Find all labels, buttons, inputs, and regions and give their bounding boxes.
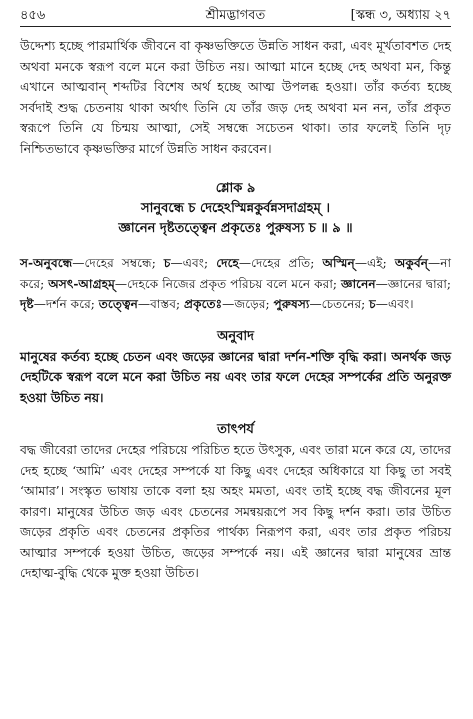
- synonym-word: তত্ত্বেন: [98, 297, 138, 311]
- verse-title: শ্লোক ৯: [215, 181, 256, 196]
- synonym-meaning: দেহের সম্বন্ধে;: [84, 256, 156, 270]
- purport-text: বদ্ধ জীবেরা তাদের দেহের পরিচয়ে পরিচিত হতে উৎসুক, এবং তারা মনে করে যে, তাদের দেহ হচ্ছে ‘আমি’ এবং দেহের সম্পর্কে যা কিছু এবং দেহের অধিকারে যা কিছু তা সবই ‘আমার’। সংস্কৃত ভাষায় তাকে বলা হয় অহং মমতা, এবং তাই হচ্ছে বদ্ধ জীবনের মূল কারণ। মানুষের উচিত জড় এবং চেতনের সমন্বয়রূপে সব কিছু দর্শন করা। তার উচিত জড়ের প্রকৃতি এবং চেতনের প্রকৃতির পার্থক্য নিরূপণ করা, এবং তার প্রকৃত পরিচয় আত্মার সম্পর্কে হওয়া উচিত, জড়ের সম্পর্কে নয়। এই জ্ঞানের দ্বারা মানুষের ভ্রান্ত দেহাত্ম-বুদ্ধি থেকে মুক্ত হওয়া উচিত।: [20, 442, 451, 580]
- synonym-word: অস্মিন্‌: [322, 256, 355, 270]
- verse-line-2: জ্ঞানেন দৃষ্টতত্ত্বেন প্রকৃতেঃ পুরুষস্য চ ॥ ৯ ॥: [118, 221, 353, 236]
- synonym-word: পুরুষস্য: [273, 297, 310, 311]
- synonym-meaning: দেহের প্রতি;: [251, 256, 315, 270]
- synonym-word: প্রকৃতেঃ: [183, 297, 223, 311]
- synonym-word: চ: [369, 297, 376, 311]
- synonym-meaning: এবং।: [387, 297, 414, 311]
- synonym-word: দেহে: [216, 256, 239, 270]
- synonym-meaning: এই;: [367, 256, 387, 270]
- synonym-meaning: না করে;: [20, 256, 451, 291]
- synonym-word: অসৎ-আগ্রহম্‌: [48, 276, 115, 291]
- synonym-meaning: এবং;: [182, 256, 209, 270]
- synonym-word: জ্ঞানেন: [340, 276, 376, 291]
- page-number: ৪৫৬: [20, 7, 46, 23]
- synonym-word: চ: [163, 256, 171, 270]
- verse-line-1: সানুবন্ধে চ দেহেঽস্মিন্নকুর্বন্নসদাগ্রহম্‌ ।: [141, 201, 330, 216]
- translation-title: অনুবাদ: [217, 328, 254, 344]
- purport-title: তাৎপর্য: [217, 422, 254, 437]
- synonym-meaning: দর্শন করে;: [45, 297, 95, 311]
- page-header: [20, 6, 451, 27]
- translation-text: মানুষের কর্তব্য হচ্ছে চেতন এবং জড়ের জ্ঞানের দ্বারা দর্শন-শক্তি বৃদ্ধি করা। অনর্থক জড় দেহটিকে স্বরূপ বলে মনে করা উচিত নয় এবং তার ফলে দেহের সম্পর্কের প্রতি অনুরক্ত হওয়া উচিত নয়।: [20, 348, 451, 405]
- synonym-meaning: চেতনের;: [321, 297, 366, 311]
- synonym-word: স-অনুবন্ধে: [20, 256, 73, 270]
- synonym-meaning: জ্ঞানের দ্বারা;: [387, 276, 452, 291]
- synonyms: স-অনুবন্ধে—দেহের সম্বন্ধে; চ—এবং; দেহে—দেহের প্রতি; অস্মিন্‌—এই; অকুর্বন্‌—না করে; অসৎ-আগ্রহম্‌—দেহকে নিজের প্রকৃত পরিচয় বলে মনে করা; জ্ঞানেন—জ্ঞানের দ্বারা; দৃষ্ট—দর্শন করে; তত্ত্বেন—বাস্তব; প্রকৃতেঃ—জড়ের; পুরুষস্য—চেতনের; চ—এবং।: [20, 256, 452, 311]
- page-content: [20, 36, 451, 584]
- intro-paragraph: উদ্দেশ্য হচ্ছে পারমার্থিক জীবনে বা কৃষ্ণভক্তিতে উন্নতি সাধন করা, এবং মূর্খতাবশত দেহ অথবা মনকে স্বরূপ বলে মনে করা উচিত নয়। আত্মা মানে হচ্ছে দেহ অথবা মন, কিন্তু এখানে আত্মবান্‌ শব্দটির বিশেষ অর্থ হচ্ছে আত্ম উপলব্ধ হওয়া। তাঁর কর্তব্য হচ্ছে সর্বদাই শুদ্ধ চেতনায় থাকা অর্থাৎ তিনি যে তাঁর জড় দেহ অথবা মন নন, তাঁর প্রকৃত স্বরূপে তিনি যে চিন্ময় আত্মা, সেই সম্বন্ধে সচেতন থাকা। তার ফলেই তিনি দৃঢ় নিশ্চিতভাবে কৃষ্ণভক্তির মার্গে উন্নতি সাধন করবেন।: [20, 38, 451, 156]
- synonym-meaning: বাস্তব;: [150, 297, 181, 311]
- synonym-meaning: জড়ের;: [234, 297, 270, 311]
- synonym-word: দৃষ্ট: [20, 297, 34, 311]
- synonym-meaning: দেহকে নিজের প্রকৃত পরিচয় বলে মনে করা;: [127, 276, 337, 291]
- book-title: শ্রীমদ্ভাগবত: [205, 7, 266, 23]
- chapter-reference: [স্কন্ধ ৩, অধ্যায় ২৭: [350, 7, 451, 23]
- synonym-word: অকুর্বন্‌: [394, 256, 428, 270]
